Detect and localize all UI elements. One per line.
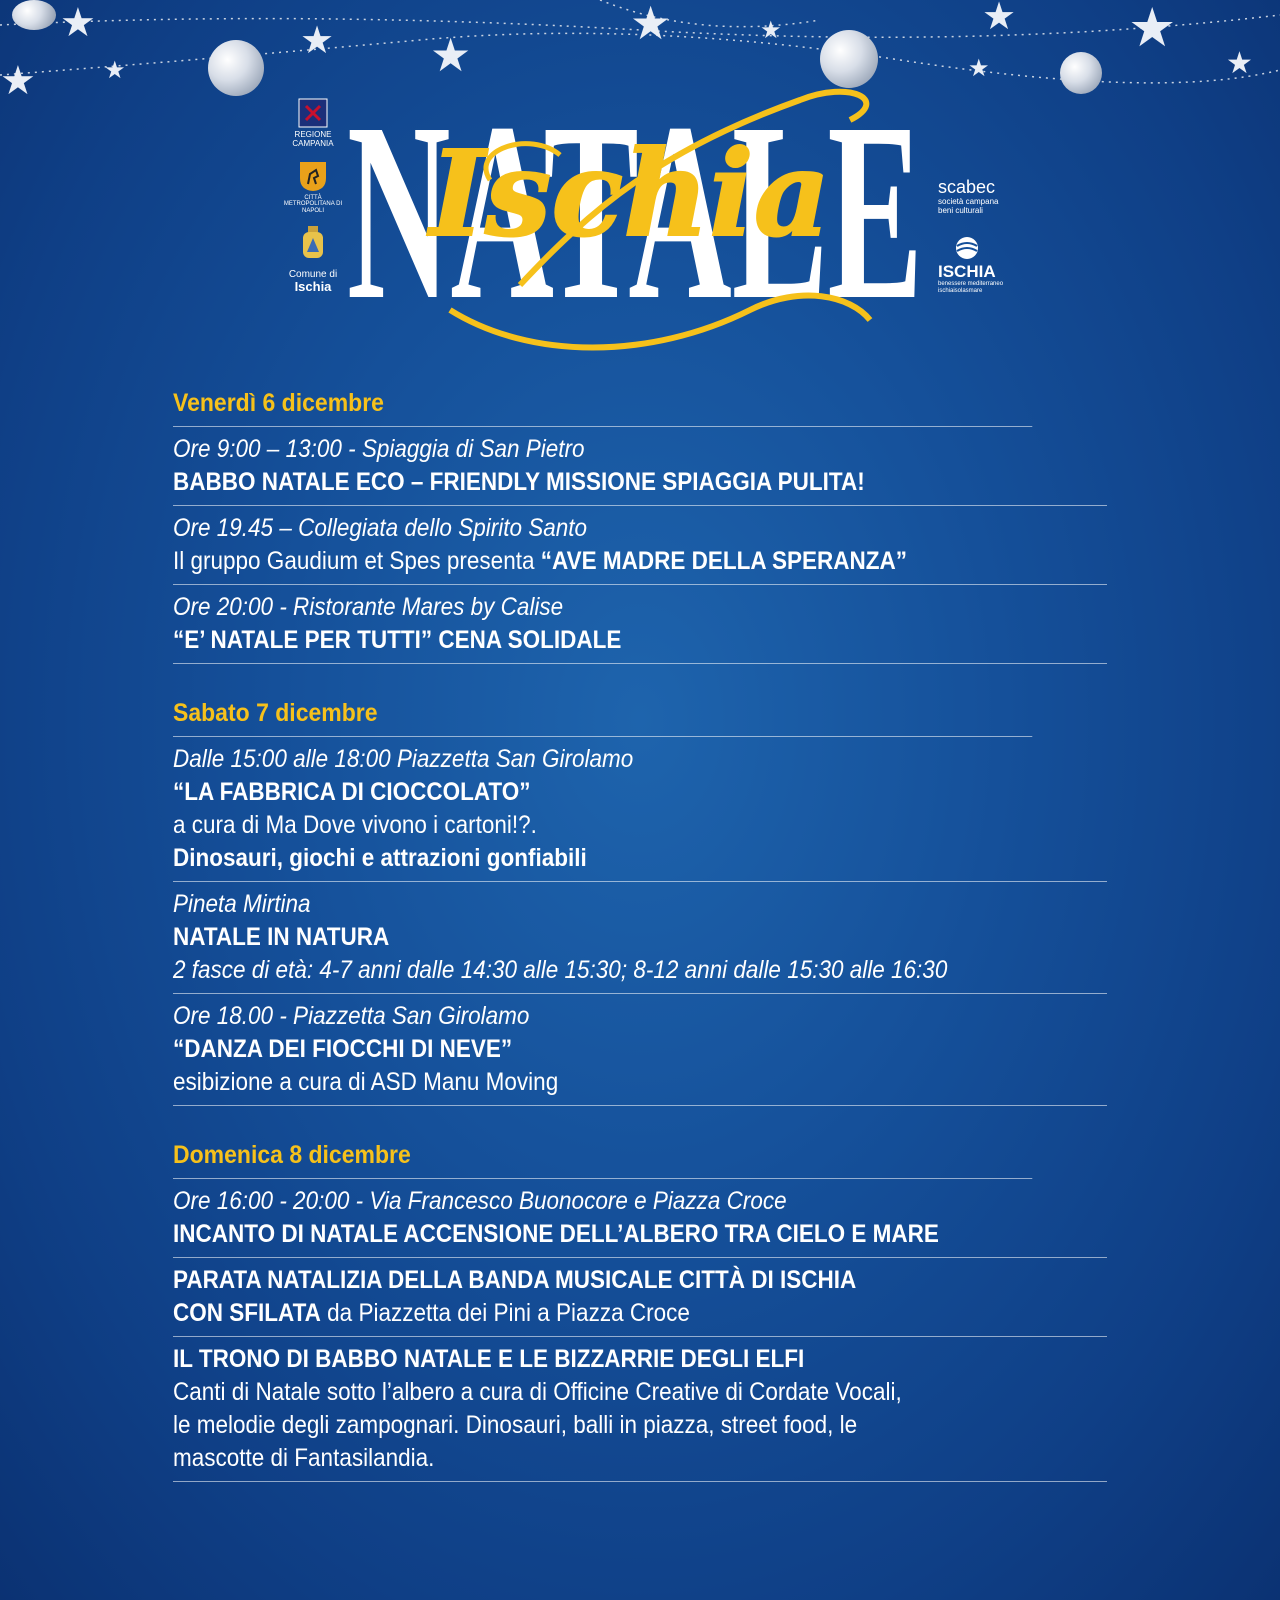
- title-lockup: [330, 60, 940, 370]
- event-item: [173, 1179, 1107, 1258]
- event-text: da Piazzetta dei Pini a Piazza Croce: [320, 1299, 690, 1327]
- logo-name: scabec: [938, 177, 996, 197]
- event-item: [173, 427, 1107, 506]
- coat-of-arms-icon: [300, 226, 326, 266]
- horse-shield-icon: [298, 160, 328, 192]
- star-icon: ★: [1128, 0, 1177, 58]
- day-heading: Domenica 8 dicembre: [173, 1140, 1032, 1179]
- star-icon: ★: [968, 55, 990, 82]
- event-time-place: Pineta Mirtina: [173, 890, 311, 918]
- shield-icon: [298, 98, 328, 128]
- star-icon: ★: [104, 57, 126, 84]
- logo-name: ISCHIA: [938, 261, 996, 281]
- event-item: [173, 585, 1107, 664]
- star-icon: ★: [430, 29, 472, 81]
- title-script: Ischia: [429, 124, 831, 263]
- logo-label: CITTÀ METROPOLITANA DI NAPOLI: [283, 194, 343, 214]
- event-title: PARATA NATALIZIA DELLA BANDA MUSICALE CITTÀ DI ISCHIA: [173, 1266, 857, 1294]
- event-title: “E’ NATALE PER TUTTI” CENA SOLIDALE: [173, 626, 622, 654]
- event-time-place: 2 fasce di età: 4-7 anni dalle 14:30 alle 15:30; 8-12 anni dalle 15:30 alle 16:30: [173, 956, 948, 984]
- event-highlight: “AVE MADRE DELLA SPERANZA”: [540, 547, 908, 575]
- event-line: [173, 1297, 1014, 1330]
- event-title: “LA FABBRICA DI CIOCCOLATO”: [173, 778, 531, 806]
- day-heading: Venerdì 6 dicembre: [173, 388, 1032, 427]
- event-schedule: [173, 388, 1107, 1516]
- logo-label: Ischia: [294, 278, 332, 294]
- event-description: Canti di Natale sotto l’albero a cura di Officine Creative di Cordate Vocali,: [173, 1378, 902, 1406]
- title-main: NATALE: [347, 71, 923, 353]
- wave-globe-icon: [952, 236, 982, 260]
- event-title: Dinosauri, giochi e attrazioni gonfiabili: [173, 844, 587, 872]
- event-time-place: Ore 9:00 – 13:00 - Spiaggia di San Pietro: [173, 435, 585, 463]
- ischia-brand-logo: [938, 236, 1008, 295]
- star-icon: ★: [760, 17, 782, 44]
- event-item: [173, 994, 1107, 1106]
- logo-label: REGIONE CAMPANIA: [292, 129, 334, 148]
- logo-sub: società campana beni culturali: [938, 196, 999, 215]
- event-time-place: Dalle 15:00 alle 18:00 Piazzetta San Girolamo: [173, 745, 634, 773]
- day-section: [173, 698, 1107, 1106]
- header: [0, 0, 1280, 380]
- star-icon: ★: [1226, 47, 1253, 80]
- event-item: [173, 506, 1107, 585]
- day-section: [173, 1140, 1107, 1482]
- star-icon: ★: [630, 0, 672, 49]
- event-time-place: Ore 16:00 - 20:00 - Via Francesco Buonocore e Piazza Croce: [173, 1187, 787, 1215]
- star-icon: ★: [982, 0, 1017, 38]
- star-icon: ★: [0, 59, 36, 103]
- day-heading: Sabato 7 dicembre: [173, 698, 1032, 737]
- event-item: [173, 1258, 1107, 1337]
- star-icon: ★: [300, 20, 335, 62]
- event-text: Il gruppo Gaudium et Spes presenta: [173, 547, 541, 575]
- logo-label: Comune di: [288, 268, 338, 280]
- event-title: NATALE IN NATURA: [173, 923, 390, 951]
- event-time-place: Ore 20:00 - Ristorante Mares by Calise: [173, 593, 564, 621]
- event-highlight: CON SFILATA: [173, 1299, 321, 1327]
- event-line: [173, 545, 1014, 578]
- logo-sub: benessere mediterraneo: [938, 281, 1004, 288]
- scabec-logo: [938, 178, 1008, 215]
- event-description: le melodie degli zampognari. Dinosauri, balli in piazza, street food, le: [173, 1411, 858, 1439]
- event-time-place: Ore 19.45 – Collegiata dello Spirito Santo: [173, 514, 588, 542]
- day-section: [173, 388, 1107, 664]
- event-item: [173, 882, 1107, 994]
- event-item: [173, 1337, 1107, 1482]
- logo-tag: ischiaisolasmare: [938, 288, 983, 295]
- event-description: mascotte di Fantasilandia.: [173, 1444, 435, 1472]
- event-title: “DANZA DEI FIOCCHI DI NEVE”: [173, 1035, 513, 1063]
- event-description: a cura di Ma Dove vivono i cartoni!?.: [173, 811, 537, 839]
- event-item: [173, 737, 1107, 882]
- event-title: INCANTO DI NATALE ACCENSIONE DELL’ALBERO TRA CIELO E MARE: [173, 1220, 939, 1248]
- event-title: BABBO NATALE ECO – FRIENDLY MISSIONE SPIAGGIA PULITA!: [173, 468, 865, 496]
- event-title: IL TRONO DI BABBO NATALE E LE BIZZARRIE DEGLI ELFI: [173, 1345, 805, 1373]
- event-time-place: Ore 18.00 - Piazzetta San Girolamo: [173, 1002, 530, 1030]
- star-icon: ★: [60, 1, 96, 45]
- event-description: esibizione a cura di ASD Manu Moving: [173, 1068, 559, 1096]
